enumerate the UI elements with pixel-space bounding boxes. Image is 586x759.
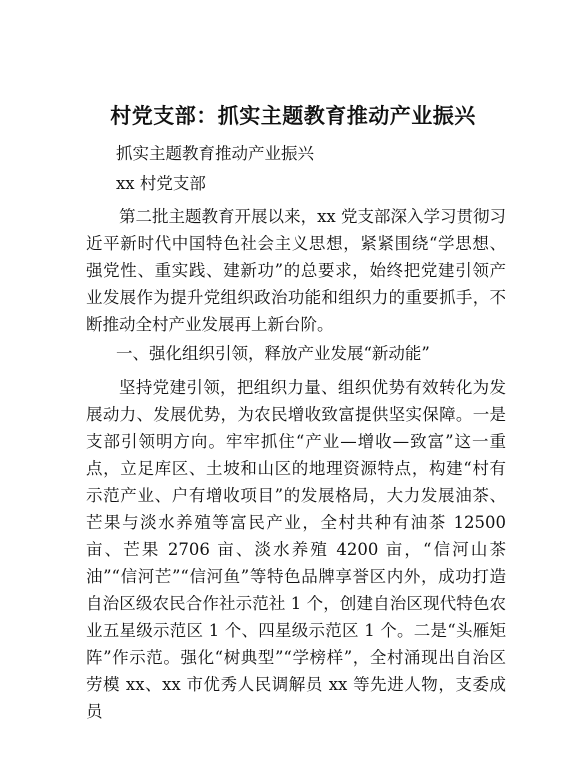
intro-paragraph: 第二批主题教育开展以来，xx 党支部深入学习贯彻习近平新时代中国特色社会主义思想，紧紧围绕“学思想、强党性、重实践、建新功”的总要求，始终把党建引领产业发展作为提升党组织政治功能和组织力的重要抓手，不断推动全村产业发展再上新台阶。 <box>86 207 506 334</box>
section-paragraph: 坚持党建引领，把组织力量、组织优势有效转化为发展动力、发展优势，为农民增收致富提供坚实保障。一是支部引领明方向。牢牢抓住“产业—增收—致富”这一重点，立足库区、土坡和山区的地理资源特点，构建“村有示范产业、户有增收项目”的发展格局，大力发展油茶、芒果与淡水养殖等富民产业，全村共种有油茶 12500 亩、芒果 2706 亩、淡水养殖 4200 亩，“信河山茶油”“信河芒”“信河鱼”等特色品牌享誉区内外，成功打造自治区级农民合作社示范社 1 个，创建自治区现代特色农业五星级示范区 1 个、四星级示范区 1 个。二是“头雁矩阵”作示范。强化“树典型”“学榜样”，全村涌现出自治区劳模 xx、xx 市优秀人民调解员 xx 等先进人物，支委成员 <box>86 378 506 721</box>
document-subtitle: 抓实主题教育推动产业振兴 <box>116 144 314 163</box>
document-organization: xx 村党支部 <box>116 174 206 193</box>
section-heading: 一、强化组织引领，释放产业发展“新动能” <box>116 344 430 363</box>
document-title: 村党支部：抓实主题教育推动产业振兴 <box>110 103 476 128</box>
